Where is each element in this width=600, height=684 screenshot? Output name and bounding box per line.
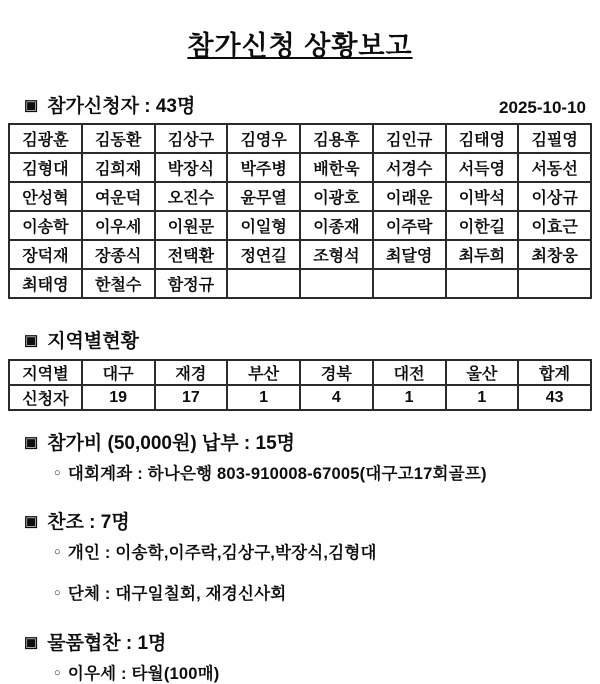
sponsor-individual-item [54,539,592,563]
table-cell: 장종식 [82,240,155,269]
table-cell: 이종재 [300,211,373,240]
sponsor-heading [24,507,592,534]
table-cell: 김태영 [446,124,519,153]
table-cell: 김영우 [227,124,300,153]
table-cell: 안성혁 [9,182,82,211]
table-row [9,211,591,240]
table-cell: 배한욱 [300,153,373,182]
regional-heading [24,326,592,353]
table-cell: 최두희 [446,240,519,269]
table-cell [300,269,373,298]
table-cell: 서득영 [446,153,519,182]
table-row [9,269,591,298]
table-cell: 조형석 [300,240,373,269]
table-cell: 이한길 [446,211,519,240]
sponsor-group-text: 단체 : 대구일칠회, 재경신사회 [67,585,287,603]
table-cell: 이박석 [446,182,519,211]
sponsor-group-item [54,580,592,604]
regional-heading-label: 지역별현황 [47,331,139,352]
table-row [9,124,591,153]
table-row [9,240,591,269]
table-cell: 지역별 [9,360,82,385]
table-cell: 김동환 [82,124,155,153]
applicants-heading-label: 참가신청자 : 43명 [47,96,196,117]
table-cell: 김희재 [82,153,155,182]
table-cell: 신청자 [9,385,82,410]
table-cell: 대전 [373,360,446,385]
table-cell [518,269,591,298]
table-cell: 최태영 [9,269,82,298]
square-bullet-icon: ▣ [24,332,39,349]
table-cell: 오진수 [155,182,228,211]
table-cell: 1 [373,385,446,410]
table-cell: 19 [82,385,155,410]
table-cell: 합계 [518,360,591,385]
table-cell: 부산 [227,360,300,385]
table-row [9,360,591,385]
table-cell: 장덕재 [9,240,82,269]
table-cell: 이일형 [227,211,300,240]
goods-heading [24,628,592,655]
square-bullet-icon: ▣ [24,434,39,451]
table-cell: 김용후 [300,124,373,153]
report-page [0,24,600,684]
applicants-header-row [24,91,586,118]
fee-account-item [54,460,592,484]
report-date: 2025-10-10 [499,98,586,117]
square-bullet-icon: ▣ [24,634,39,651]
table-row [9,153,591,182]
table-cell: 이송학 [9,211,82,240]
table-cell: 대구 [82,360,155,385]
goods-section [24,628,592,684]
sponsor-heading-label: 찬조 : 7명 [47,512,130,533]
table-cell: 김형대 [9,153,82,182]
goods-item-text: 이우세 : 타월(100매) [67,665,220,683]
sponsor-individual-text: 개인 : 이송학,이주락,김상구,박장식,김형대 [67,544,377,562]
table-cell: 박주병 [227,153,300,182]
fee-account-text: 대회계좌 : 하나은행 803-910008-67005(대구고17회골프) [67,465,487,483]
table-cell: 4 [300,385,373,410]
table-cell [373,269,446,298]
table-row [9,182,591,211]
table-cell: 경북 [300,360,373,385]
table-cell: 김상구 [155,124,228,153]
applicants-table [8,123,592,299]
table-cell: 재경 [155,360,228,385]
fee-heading-label: 참가비 (50,000원) 납부 : 15명 [47,433,296,454]
table-cell: 1 [227,385,300,410]
table-cell: 이우세 [82,211,155,240]
table-cell: 이주락 [373,211,446,240]
square-bullet-icon: ▣ [24,513,39,530]
sponsor-section [24,507,592,604]
square-bullet-icon: ▣ [24,97,39,114]
table-cell: 정연길 [227,240,300,269]
applicants-heading [24,91,195,118]
table-cell: 여운덕 [82,182,155,211]
table-cell: 이광호 [300,182,373,211]
table-cell: 윤무열 [227,182,300,211]
table-cell: 박장식 [155,153,228,182]
table-cell: 최달영 [373,240,446,269]
table-cell: 17 [155,385,228,410]
table-cell: 서경수 [373,153,446,182]
regional-table [8,359,592,411]
table-cell: 43 [518,385,591,410]
fee-heading [24,428,592,455]
table-cell: 전택환 [155,240,228,269]
table-cell: 이효근 [518,211,591,240]
table-cell: 함정규 [155,269,228,298]
table-cell: 1 [446,385,519,410]
table-cell: 울산 [446,360,519,385]
table-cell: 이래운 [373,182,446,211]
table-cell: 김필영 [518,124,591,153]
table-cell [446,269,519,298]
table-cell: 한철수 [82,269,155,298]
table-cell [227,269,300,298]
circle-bullet-icon: ○ [54,545,61,558]
table-cell: 최창웅 [518,240,591,269]
circle-bullet-icon: ○ [54,666,61,679]
fee-section [24,428,592,484]
table-row [9,385,591,410]
circle-bullet-icon: ○ [54,586,61,599]
table-cell: 서동선 [518,153,591,182]
goods-heading-label: 물품협찬 : 1명 [47,633,167,654]
regional-table-wrap [8,359,592,411]
regional-section [24,326,592,353]
table-cell: 김인규 [373,124,446,153]
table-cell: 이원문 [155,211,228,240]
circle-bullet-icon: ○ [54,466,61,479]
table-cell: 이상규 [518,182,591,211]
page-title: 참가신청 상황보고 [187,31,413,61]
goods-item [54,660,592,684]
table-cell: 김광훈 [9,124,82,153]
